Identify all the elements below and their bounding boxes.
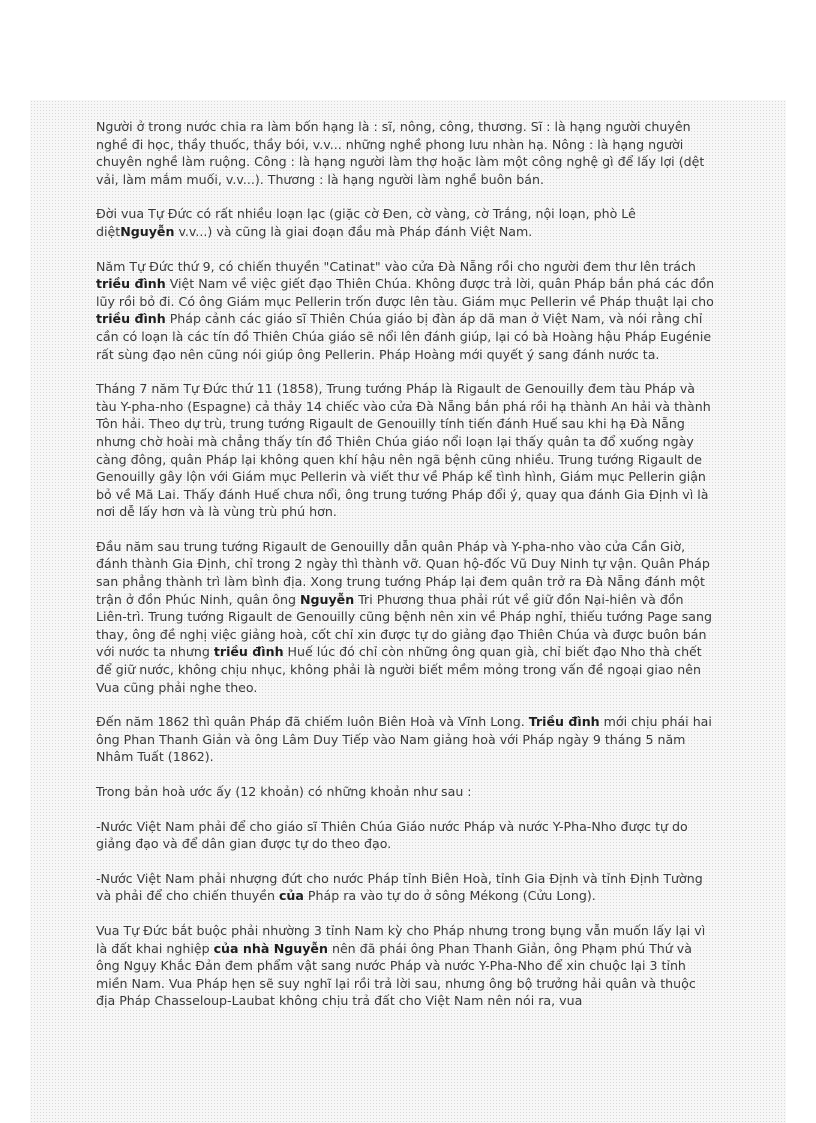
- paragraph: [96, 118, 716, 188]
- paragraph: [96, 713, 716, 766]
- paragraph: [96, 205, 716, 240]
- bold-text: triều đình: [213, 644, 284, 660]
- document-body: [96, 118, 716, 1027]
- text-run: Năm Tự Đức thứ 9, có chiến thuyền "Catinat" vào cửa Đà Nẵng rồi cho người đem thư lên trách: [96, 258, 696, 274]
- bold-text: của: [278, 888, 304, 904]
- text-run: v.v...) và cũng là giai đoạn đầu mà Pháp đánh Việt Nam.: [174, 223, 533, 239]
- text-run: Việt Nam về việc giết đạo Thiên Chúa. Không được trả lời, quân Pháp bắn phá các đồn lũy rồi bỏ đi. Có ông Giám mục Pellerin trốn được lên tàu. Giám mục Pellerin về Pháp thuật lại cho: [96, 276, 715, 309]
- paragraph: [96, 818, 716, 853]
- text-run: -Nước Việt Nam phải để cho giáo sĩ Thiên Chúa Giáo nước Pháp và nước Y-Pha-Nho được tự do giảng đạo và để dân gian được tự do theo đạo.: [96, 818, 688, 852]
- bold-text: Triều đình: [528, 714, 600, 730]
- text-run: Trong bản hoà ước ấy (12 khoản) có những khoản như sau :: [96, 784, 472, 799]
- text-run: Người ở trong nước chia ra làm bốn hạng là : sĩ, nông, công, thương. Sĩ : là hạng người chuyên nghề đi học, thầy thuốc, thầy bói, v.v... những nghề phong lưu nhàn hạ. Nông : là hạng người chuyên nghề làm ruộng. Công : là hạng người làm thợ hoặc làm một công nghệ gì để lấy lợi (dệt vải, làm mắm muối, v.v...). Thương : là hạng người làm nghề buôn bán.: [96, 119, 705, 187]
- bold-text: của nhà Nguyễn: [213, 940, 328, 956]
- text-run: Vua Tự Đức bắt buộc phải nhường 3 tỉnh Nam kỳ cho Pháp nhưng trong bụng vẫn muốn lấy lại vì là đất khai nghiệp: [96, 922, 706, 956]
- text-run: Đời vua Tự Đức có rất nhiều loạn lạc (giặc cờ Đen, cờ vàng, cờ Trắng, nội loạn, phò Lê diệt: [96, 206, 636, 239]
- text-run: Đến năm 1862 thì quân Pháp đã chiếm luôn Biên Hoà và Vĩnh Long.: [96, 714, 529, 730]
- bold-text: triều đình: [96, 276, 166, 292]
- paragraph: [96, 538, 716, 696]
- paragraph: [96, 783, 716, 801]
- text-run: mới chịu phái hai ông Phan Thanh Giản và ông Lâm Duy Tiếp vào Nam giảng hoà với Pháp ngày 9 tháng 5 năm Nhâm Tuất (1862).: [96, 714, 712, 765]
- text-run: -Nước Việt Nam phải nhượng đứt cho nước Pháp tỉnh Biên Hoà, tỉnh Gia Định và tỉnh Định Tường và phải để cho chiến thuyền: [96, 870, 703, 904]
- paragraph: [96, 922, 716, 1010]
- text-run: Pháp cảnh các giáo sĩ Thiên Chúa giáo bị đàn áp dã man ở Việt Nam, và nói rằng chỉ cần có loạn là các tín đồ Thiên Chúa giáo sẽ nổi lên đánh giúp, lại có bà Hoàng hậu Pháp Eugénie rất sùng đạo nên cũng nói giúp ông Pellerin. Pháp Hoàng mới quyết ý sang đánh nước ta.: [96, 311, 712, 362]
- paragraph: [96, 870, 716, 905]
- text-run: Tháng 7 năm Tự Đức thứ 11 (1858), Trung tướng Pháp là Rigault de Genouilly đem tàu Pháp và tàu Y-pha-nho (Espagne) cả thảy 14 chiếc vào cửa Đà Nẵng bắn phá rồi hạ thành An hải và thành Tôn hải. Theo dự trù, trung tướng Rigault de Genouilly tính tiến đánh Huế sau khi hạ Đà Nẵng nhưng chờ hoài mà chẳng thấy tín đồ Thiên Chúa giáo nổi loạn lại thấy quân ta đổ xuống ngày càng đông, quân Pháp lại không quen khí hậu nên ngã bệnh cũng nhiều. Trung tướng Rigault de Genouilly gây lộn với Giám mục Pellerin và viết thư về Pháp kể tình hình, Giám mục Pellerin giận bỏ về Mã Lai. Thấy đánh Huế chưa nổi, ông trung tướng Pháp đổi ý, quay qua đánh Gia Định vì là nơi dễ lấy hơn và là vùng trù phú hơn.: [96, 381, 711, 520]
- bold-text: Nguyễn: [120, 223, 175, 239]
- text-run: Huế lúc đó chỉ còn những ông quan già, chỉ biết đạo Nho thà chết để giữ nước, không chịu nhục, không phải là người biết mềm mỏng trong vấn đề ngoại giao nên Vua cũng phải nghe theo.: [96, 644, 702, 695]
- text-run: nên đã phái ông Phan Thanh Giản, ông Phạm phú Thứ và ông Ngụy Khắc Đản đem phẩm vật sang nước Pháp và nước Y-Pha-Nho để xin chuộc lại 3 tỉnh miền Nam. Vua Pháp hẹn sẽ suy nghĩ lại rồi trả lời sau, nhưng ông bộ trưởng hải quân và thuộc địa Pháp Chasseloup-Laubat không chịu trả đất cho Việt Nam nên nói ra, vua: [96, 940, 696, 1009]
- text-run: Tri Phương thua phải rút về giữ đồn Nại-hiên và đồn Liên-trì. Trung tướng Rigault de Genouilly cũng bệnh nên xin về Pháp nghỉ, thiếu tướng Page sang thay, ông đề nghị việc giảng hoà, cốt chỉ xin được tự do giảng đạo Thiên Chúa và được buôn bán với nước ta nhưng: [96, 591, 712, 660]
- bold-text: Nguyễn: [299, 591, 355, 607]
- bold-text: triều đình: [96, 311, 166, 327]
- text-run: Đầu năm sau trung tướng Rigault de Genouilly dẫn quân Pháp và Y-pha-nho vào cửa Cần Giờ, đánh thành Gia Định, chỉ trong 2 ngày thì thành vỡ. Quan hộ-đốc Vũ Duy Ninh tự vận. Quân Pháp san phẳng thành trì làm bình địa. Xong trung tướng Pháp lại đem quân trở ra Đà Nẵng đánh một trận ở đồn Phúc Ninh, quân ông: [96, 538, 710, 607]
- paragraph: [96, 380, 716, 521]
- text-run: Pháp ra vào tự do ở sông Mékong (Cửu Long).: [303, 888, 596, 904]
- paragraph: [96, 258, 716, 364]
